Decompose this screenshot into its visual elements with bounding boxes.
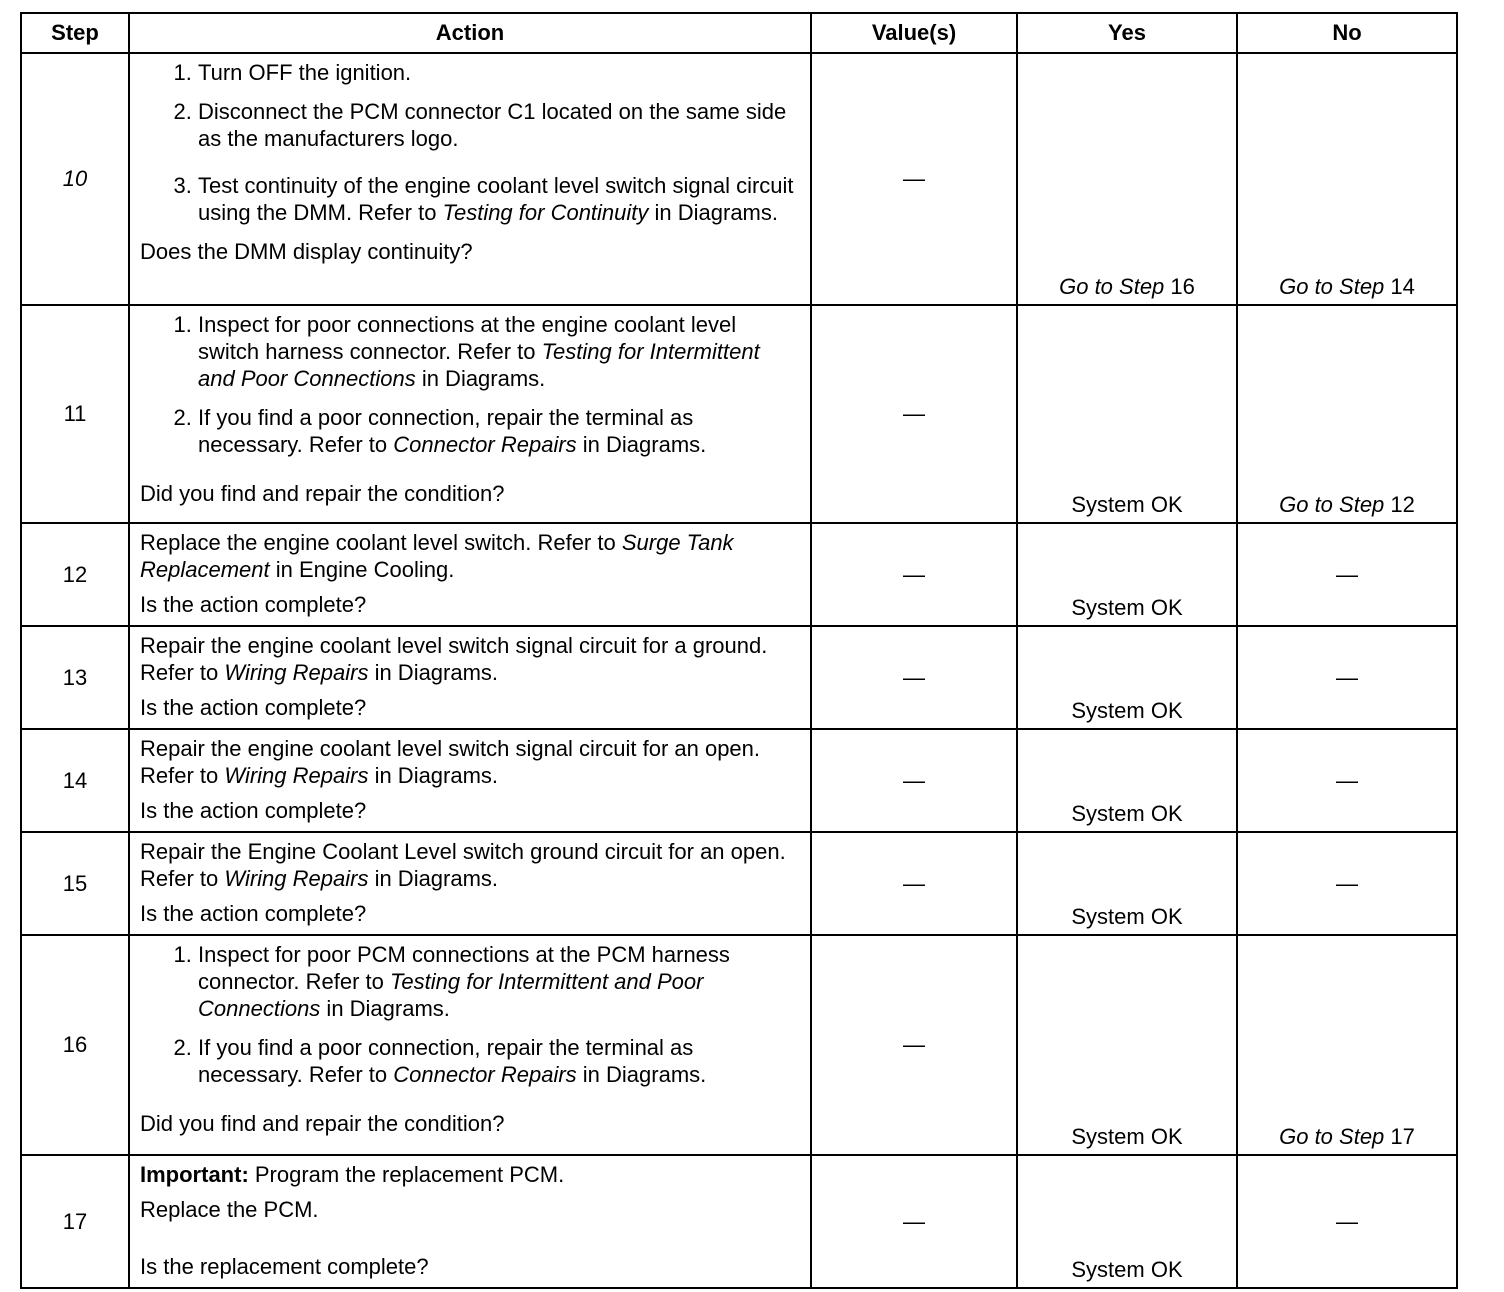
action-item: 2. If you find a poor connection, repair the terminal as necessary. Refer to Connector Repairs in Diagrams. [198, 1034, 802, 1088]
action-question: Did you find and repair the condition? [140, 1111, 505, 1136]
action-text: Replace the engine coolant level switch. Refer to Surge Tank Replacement in Engine Cooling. [140, 530, 734, 582]
table-row [21, 832, 1457, 935]
action-cell [129, 53, 811, 305]
action-cell [129, 305, 811, 523]
yes-cell: System OK [1017, 832, 1237, 935]
action-cell [129, 729, 811, 832]
table-row [21, 729, 1457, 832]
no-cell: Go to Step 17 [1237, 935, 1457, 1155]
table-row [21, 626, 1457, 729]
no-cell: — [1237, 832, 1457, 935]
header-step: Step [21, 13, 129, 53]
yes-cell: Go to Step 16 [1017, 53, 1237, 305]
action-question: Is the action complete? [140, 695, 367, 720]
no-cell: — [1237, 626, 1457, 729]
action-item: 2. If you find a poor connection, repair the terminal as necessary. Refer to Connector Repairs in Diagrams. [198, 404, 802, 458]
no-cell: Go to Step 14 [1237, 53, 1457, 305]
action-question: Is the replacement complete? [140, 1254, 429, 1279]
step-number: 11 [21, 305, 129, 523]
action-item: 2. Disconnect the PCM connector C1 located on the same side as the manufacturers logo. [198, 98, 802, 152]
action-text: Repair the Engine Coolant Level switch ground circuit for an open. Refer to Wiring Repairs in Diagrams. [140, 839, 786, 891]
step-number: 13 [21, 626, 129, 729]
value-cell: — [811, 53, 1017, 305]
no-cell: — [1237, 523, 1457, 626]
action-item: 3. Test continuity of the engine coolant level switch signal circuit using the DMM. Refer to Testing for Continuity in Diagrams. [198, 172, 802, 226]
step-number: 12 [21, 523, 129, 626]
action-cell [129, 626, 811, 729]
yes-cell: System OK [1017, 1155, 1237, 1288]
action-question: Is the action complete? [140, 901, 367, 926]
value-cell: — [811, 626, 1017, 729]
action-question: Is the action complete? [140, 592, 367, 617]
action-item: 1. Turn OFF the ignition. [198, 59, 802, 86]
action-text: Repair the engine coolant level switch signal circuit for an open. Refer to Wiring Repairs in Diagrams. [140, 736, 761, 788]
action-cell [129, 1155, 811, 1288]
yes-cell: System OK [1017, 305, 1237, 523]
table-row [21, 53, 1457, 305]
table-row [21, 1155, 1457, 1288]
action-item: 1. Inspect for poor connections at the engine coolant level switch harness connector. Refer to Testing for Intermittent and Poor Connections in Diagrams. [198, 311, 802, 392]
step-number: 16 [21, 935, 129, 1155]
action-cell [129, 523, 811, 626]
value-cell: — [811, 729, 1017, 832]
action-item: 1. Inspect for poor PCM connections at the PCM harness connector. Refer to Testing for Intermittent and Poor Connections in Diagrams. [198, 941, 802, 1022]
action-text: Replace the PCM. [140, 1197, 319, 1222]
no-cell: Go to Step 12 [1237, 305, 1457, 523]
step-number: 10 [21, 53, 129, 305]
table-row [21, 523, 1457, 626]
step-number: 14 [21, 729, 129, 832]
action-text: Repair the engine coolant level switch signal circuit for a ground. Refer to Wiring Repairs in Diagrams. [140, 633, 768, 685]
yes-cell: System OK [1017, 935, 1237, 1155]
action-question: Is the action complete? [140, 798, 367, 823]
header-no: No [1237, 13, 1457, 53]
action-question: Does the DMM display continuity? [140, 239, 473, 264]
table-row [21, 935, 1457, 1155]
table-row [21, 305, 1457, 523]
important-note: Important: Program the replacement PCM. [140, 1162, 565, 1187]
value-cell: — [811, 523, 1017, 626]
value-cell: — [811, 832, 1017, 935]
header-values: Value(s) [811, 13, 1017, 53]
step-number: 17 [21, 1155, 129, 1288]
action-question: Did you find and repair the condition? [140, 481, 505, 506]
yes-cell: System OK [1017, 626, 1237, 729]
value-cell: — [811, 305, 1017, 523]
no-cell: — [1237, 729, 1457, 832]
action-cell [129, 832, 811, 935]
yes-cell: System OK [1017, 729, 1237, 832]
yes-cell: System OK [1017, 523, 1237, 626]
header-row [21, 13, 1457, 53]
value-cell: — [811, 935, 1017, 1155]
value-cell: — [811, 1155, 1017, 1288]
step-number: 15 [21, 832, 129, 935]
diagnostic-table [20, 12, 1458, 1289]
no-cell: — [1237, 1155, 1457, 1288]
header-action: Action [129, 13, 811, 53]
header-yes: Yes [1017, 13, 1237, 53]
action-cell [129, 935, 811, 1155]
